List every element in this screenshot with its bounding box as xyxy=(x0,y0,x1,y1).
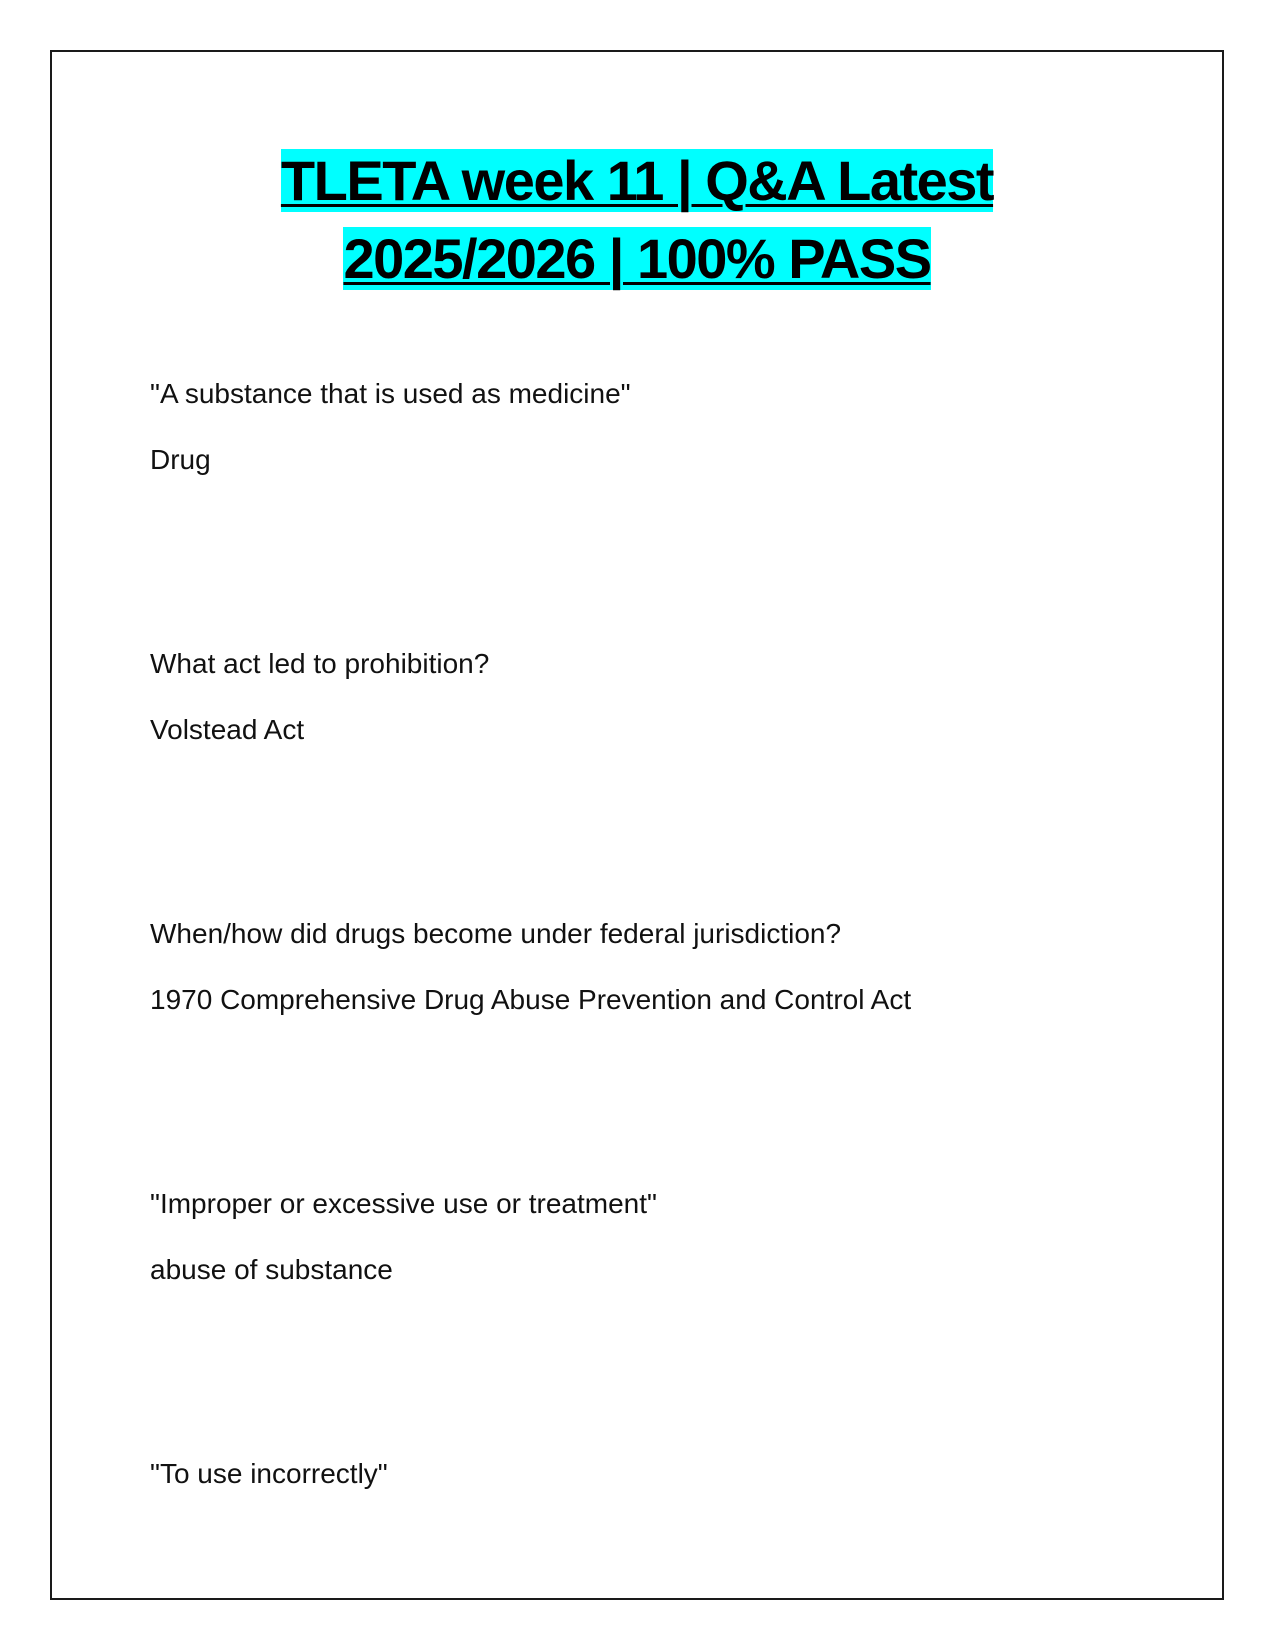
question-1: "A substance that is used as medicine" xyxy=(150,378,631,409)
title-line-1: TLETA week 11 | Q&A Latest xyxy=(280,149,994,212)
question-2: What act led to prohibition? xyxy=(150,648,490,679)
question-5: "To use incorrectly" xyxy=(150,1458,388,1489)
question-4: "Improper or excessive use or treatment" xyxy=(150,1188,657,1219)
question-3: When/how did drugs become under federal jurisdiction? xyxy=(150,918,842,949)
title-line-2: 2025/2026 | 100% PASS xyxy=(343,227,931,290)
answer-1: Drug xyxy=(150,444,211,475)
answer-3: 1970 Comprehensive Drug Abuse Prevention and Control Act xyxy=(150,984,912,1015)
answer-2: Volstead Act xyxy=(150,714,305,745)
answer-4: abuse of substance xyxy=(150,1254,393,1285)
document-title xyxy=(50,142,1224,298)
